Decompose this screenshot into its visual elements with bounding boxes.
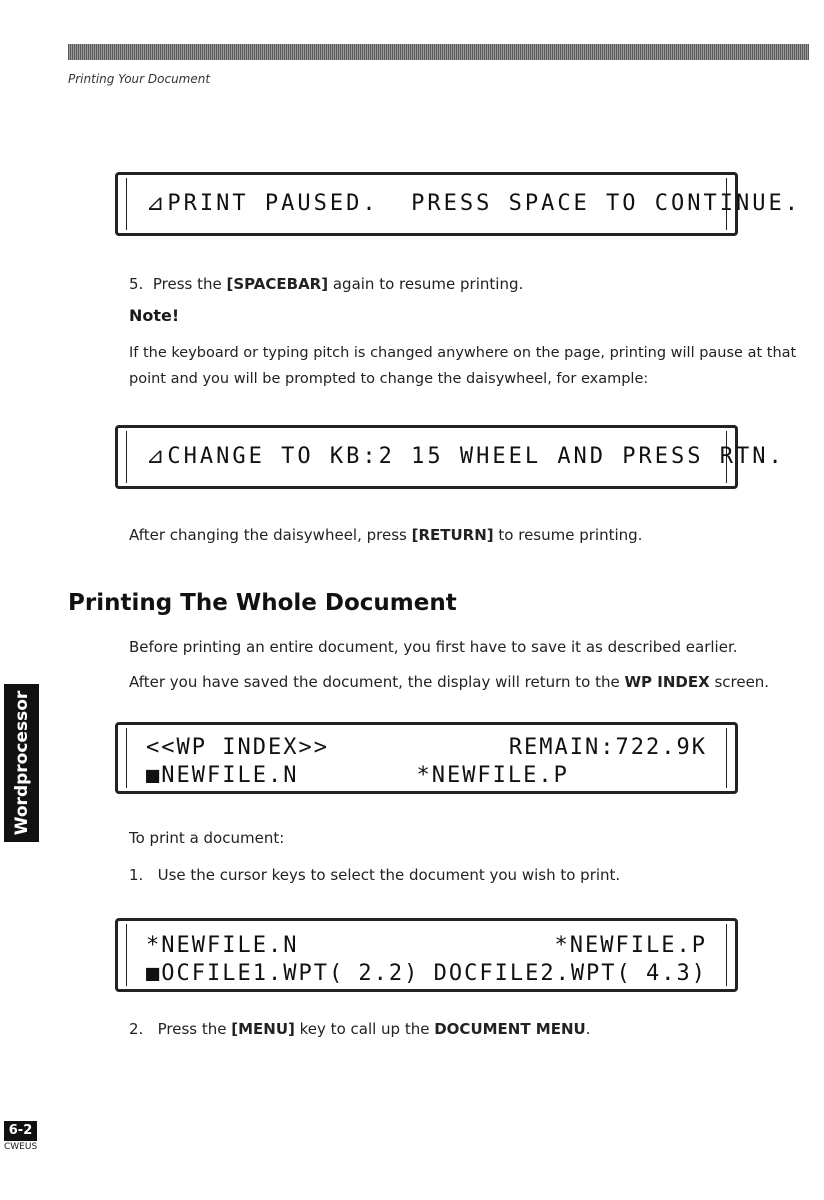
lcd-title: <<WP INDEX>>	[146, 735, 329, 760]
step-1	[129, 866, 620, 884]
footer-code: CWEUS	[4, 1142, 38, 1152]
section-heading: Printing The Whole Document	[68, 590, 457, 616]
step-text-pre: Press the	[152, 275, 227, 293]
after-change-text	[129, 526, 642, 544]
step-number: 2.	[129, 1020, 144, 1038]
note-line-1: If the keyboard or typing pitch is changed anywhere on the page, printing will pause at that	[129, 345, 797, 361]
lcd-docfile-2-size: 4.3)	[646, 961, 707, 986]
text-pre: After changing the daisywheel, press	[129, 526, 412, 544]
lcd-file-1: *NEWFILE.N	[146, 933, 299, 958]
lcd-display-file-select	[115, 918, 738, 992]
to-print-text: To print a document:	[129, 829, 285, 847]
lcd-text: ⊿CHANGE TO KB:2 15 WHEEL AND PRESS RTN.	[146, 444, 785, 469]
note-title: Note!	[129, 306, 180, 325]
key-return: [RETURN]	[411, 526, 494, 544]
text-mid: key to call up the	[294, 1020, 435, 1038]
step-2	[129, 1020, 591, 1038]
header-rule	[68, 44, 809, 60]
lcd-remain: REMAIN:722.9K	[508, 735, 707, 760]
text-post: to resume printing.	[493, 526, 643, 544]
lcd-docfile-1-size: 2.2)	[358, 961, 420, 986]
lcd-docfile-1: ■OCFILE1.WPT(	[146, 961, 345, 986]
step-5	[129, 275, 523, 293]
document-menu-term: DOCUMENT MENU	[434, 1020, 586, 1038]
lcd-file-2: *NEWFILE.P	[554, 933, 707, 958]
lcd-display-change-wheel	[115, 425, 785, 489]
lcd-row-2	[146, 763, 707, 788]
lcd-text: ⊿PRINT PAUSED. PRESS SPACE TO CONTINUE.	[146, 191, 801, 216]
lcd-row-2	[146, 961, 707, 986]
note-line-2: point and you will be prompted to change the daisywheel, for example:	[129, 371, 649, 387]
wp-index-term: WP INDEX	[624, 673, 710, 691]
running-header: Printing Your Document	[68, 72, 211, 86]
text-post: .	[585, 1020, 591, 1038]
lcd-row-1	[146, 933, 707, 958]
text-post: screen.	[709, 673, 770, 691]
lcd-display-print-paused	[115, 172, 801, 236]
text-pre: Press the	[157, 1020, 232, 1038]
side-tab-label: Wordprocessor	[11, 690, 32, 836]
lcd-row-1	[146, 735, 707, 760]
section-para-1: Before printing an entire document, you first have to save it as described earlier.	[129, 638, 738, 656]
lcd-display-wp-index	[115, 722, 738, 794]
page-number: 6-2	[4, 1121, 37, 1141]
section-para-2	[129, 673, 769, 691]
lcd-file-2: *NEWFILE.P	[416, 763, 569, 788]
key-spacebar: [SPACEBAR]	[226, 275, 329, 293]
step-text-post: again to resume printing.	[328, 275, 524, 293]
lcd-docfile-2: DOCFILE2.WPT(	[433, 961, 632, 986]
section-side-tab	[4, 684, 39, 842]
step-text: Use the cursor keys to select the document you wish to print.	[157, 866, 621, 884]
step-number: 5.	[129, 275, 144, 293]
step-number: 1.	[129, 866, 144, 884]
text-pre: After you have saved the document, the display will return to the	[129, 673, 625, 691]
lcd-file-1: ■NEWFILE.N	[146, 763, 299, 788]
key-menu: [MENU]	[231, 1020, 295, 1038]
